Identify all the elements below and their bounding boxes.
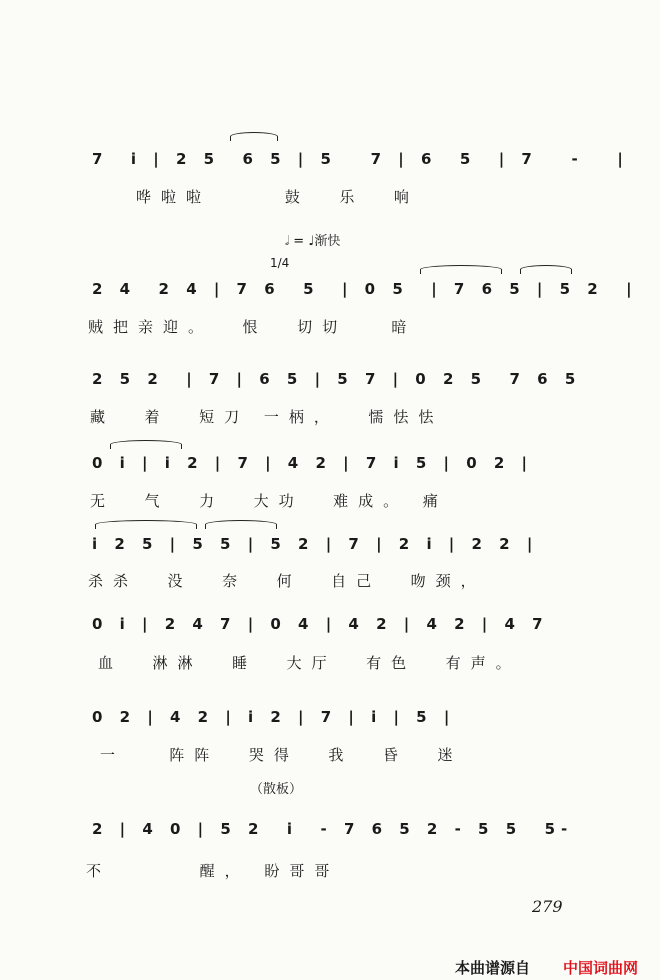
lyrics-row-1: 哗啦啦 鼓 乐 响: [136, 188, 419, 206]
slur: [205, 520, 277, 529]
slur: [95, 520, 197, 529]
notation-row-6: 0 i | 2 4 7 | 0 4 | 4 2 | 4 2 | 4 7: [92, 615, 549, 633]
lyrics-row-3: 藏 着 短刀 一柄， 懦怯怯: [90, 408, 444, 426]
page-number: 279: [532, 897, 563, 916]
sanban-marking: （散板）: [250, 782, 303, 797]
slur: [230, 132, 278, 141]
notation-row-4: 0 i | i 2 | 7 | 4 2 | 7 i 5 | 0 2 |: [92, 454, 534, 472]
lyrics-row-8: 不 醒， 盼哥哥: [86, 862, 340, 880]
lyrics-row-6: 血 淋淋 睡 大厅 有色 有声。: [98, 654, 521, 672]
notation-row-8: 2 | 4 0 | 5 2 i - 7 6 5 2 - 5 5 5-: [92, 820, 574, 838]
lyrics-row-4: 无 气 力 大功 难成。 痛: [90, 492, 448, 510]
slur: [420, 265, 502, 274]
notation-row-2: 2 4 2 4 | 7 6 5 | 0 5 | 7 6 5 | 5 2 |: [92, 280, 638, 298]
notation-row-3: 2 5 2 | 7 | 6 5 | 5 7 | 0 2 5 7 6 5: [92, 370, 582, 388]
slur: [110, 440, 182, 449]
notation-row-7: 0 2 | 4 2 | i 2 | 7 | i | 5 |: [92, 708, 456, 726]
footer-site: 中国词曲网: [563, 959, 639, 977]
tempo-marking: 𝅗𝅥 = ♩渐快: [285, 234, 341, 249]
slur: [520, 265, 572, 274]
measure-mark: 1/4: [270, 256, 290, 270]
notation-row-1: 7 i | 2 5 6 5 | 5 7 | 6 5 | 7 - |: [92, 150, 629, 168]
lyrics-row-5: 杀杀 没 奈 何 自己 吻颈，: [88, 572, 486, 590]
lyrics-row-2: 贼把亲迎。 恨 切切 暗: [88, 318, 417, 336]
footer-source: 本曲谱源自: [455, 959, 531, 977]
lyrics-row-7: 一 阵阵 哭得 我 昏 迷: [100, 746, 463, 764]
notation-row-5: i 2 5 | 5 5 | 5 2 | 7 | 2 i | 2 2 |: [92, 535, 539, 553]
